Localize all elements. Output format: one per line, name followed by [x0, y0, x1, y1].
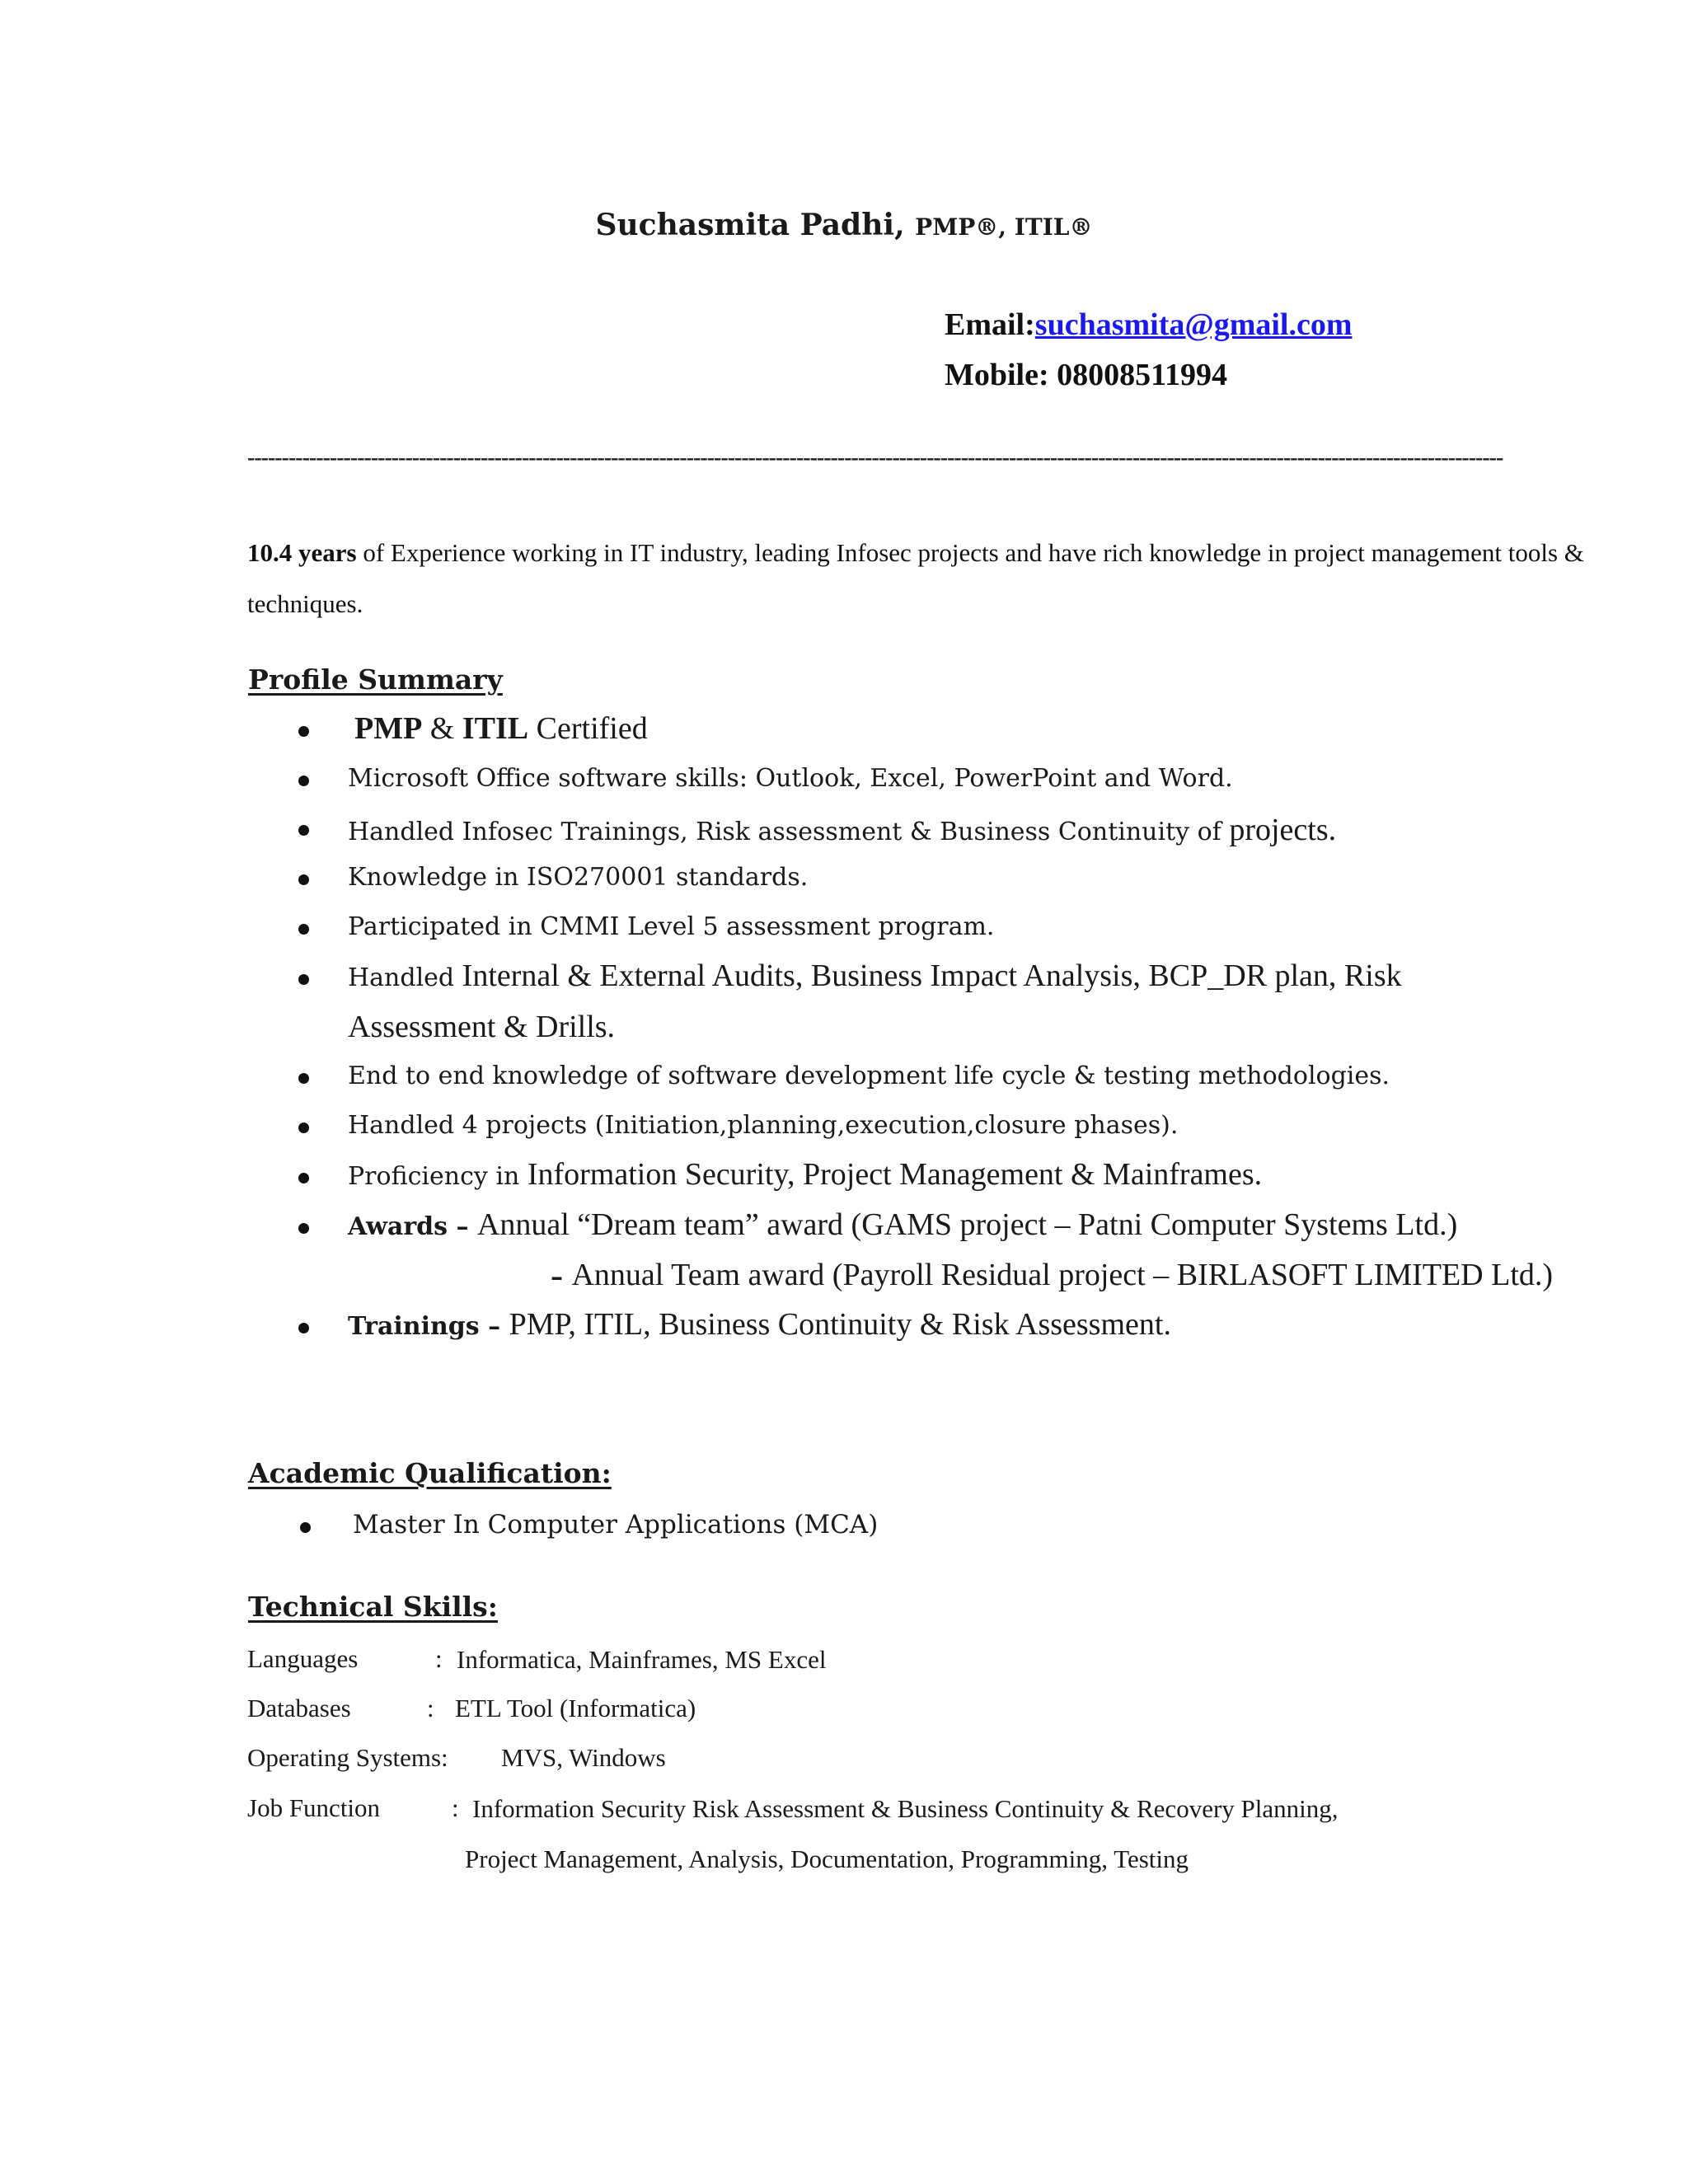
bullet-icon [298, 974, 309, 985]
tech-sep: : [452, 1793, 459, 1822]
summary-item-cmmi: Participated in CMMI Level 5 assessment program. [348, 912, 995, 941]
academic-item: Master In Computer Applications (MCA) [353, 1510, 879, 1540]
bullet-icon [298, 1173, 309, 1183]
tech-row-languages [247, 1644, 358, 1674]
technical-heading: Technical Skills: [248, 1591, 498, 1623]
bullet-icon [298, 1073, 309, 1084]
tech-label: Databases [247, 1694, 351, 1722]
tech-label: Languages [247, 1644, 359, 1673]
summary-item-iso: Knowledge in ISO270001 standards. [348, 863, 809, 892]
bullet-icon [298, 1323, 309, 1333]
intro-paragraph [247, 527, 1615, 630]
candidate-name [0, 208, 1688, 242]
tech-sep: : [435, 1644, 443, 1673]
tech-value-job: Information Security Risk Assessment & Business Continuity & Recovery Planning, [472, 1794, 1339, 1823]
divider-rule: --------------------------------------------------------------------------------------------------------------------------------------------------------------------------------------- [247, 445, 1503, 471]
intro-years: 10.4 years [247, 538, 357, 567]
credentials: PMP®, ITIL® [915, 213, 1093, 241]
summary-item-infosec: Handled Infosec Trainings, Risk assessment & Business Continuity of projects. [348, 813, 1337, 847]
summary-item-proficiency: Proficiency in Information Security, Project Management & Mainframes. [348, 1157, 1263, 1192]
tech-sep: : [427, 1694, 434, 1722]
tech-label: Job Function [247, 1793, 381, 1822]
tech-row-os [247, 1743, 448, 1773]
tech-row-job [247, 1793, 380, 1823]
bullet-icon [298, 825, 309, 836]
bullet-icon [298, 1223, 309, 1234]
tech-label: Operating Systems: [247, 1743, 448, 1772]
bullet-icon [298, 874, 309, 885]
bullet-icon [298, 776, 309, 786]
bullet-icon [298, 1122, 309, 1133]
tech-value-job-cont: Project Management, Analysis, Documentation, Programming, Testing [465, 1844, 1189, 1873]
profile-summary-heading: Profile Summary [248, 663, 503, 696]
mobile-line: Mobile: 08008511994 [945, 358, 1228, 392]
email-label: Email: [945, 307, 1035, 342]
name-text: Suchasmita Padhi, [595, 208, 905, 242]
summary-item-sdlc: End to end knowledge of software development life cycle & testing methodologies. [348, 1062, 1390, 1090]
summary-item-projects: Handled 4 projects (Initiation,planning,execution,closure phases). [348, 1111, 1179, 1140]
tech-row-databases [247, 1694, 351, 1723]
summary-item-awards: Awards – Annual “Dream team” award (GAMS project – Patni Computer Systems Ltd.) [348, 1207, 1458, 1242]
summary-item-audits: Handled Internal & External Audits, Business Impact Analysis, BCP_DR plan, Risk [348, 958, 1402, 993]
academic-heading: Academic Qualification: [248, 1457, 612, 1489]
summary-item-awards-cont: – Annual Team award (Payroll Residual project – BIRLASOFT LIMITED Ltd.) [551, 1258, 1554, 1292]
summary-item-audits-cont: Assessment & Drills. [348, 1010, 616, 1044]
summary-item-certified: PMP & ITIL Certified [354, 711, 648, 746]
bullet-icon [300, 1522, 311, 1533]
tech-value-os: MVS, Windows [501, 1743, 666, 1772]
bullet-icon [298, 726, 309, 737]
intro-text: of Experience working in IT industry, leading Infosec projects and have rich knowledge in project management tools & techniques. [247, 538, 1584, 618]
email-link[interactable]: suchasmita@gmail.com [1034, 307, 1353, 342]
tech-value-languages: Informatica, Mainframes, MS Excel [457, 1645, 827, 1674]
tech-value-databases: ETL Tool (Informatica) [455, 1694, 696, 1722]
summary-item-trainings: Trainings – PMP, ITIL, Business Continuity & Risk Assessment. [348, 1307, 1171, 1342]
bullet-icon [298, 924, 309, 935]
summary-item-office: Microsoft Office software skills: Outlook, Excel, PowerPoint and Word. [348, 764, 1233, 793]
email-line [945, 307, 1353, 343]
